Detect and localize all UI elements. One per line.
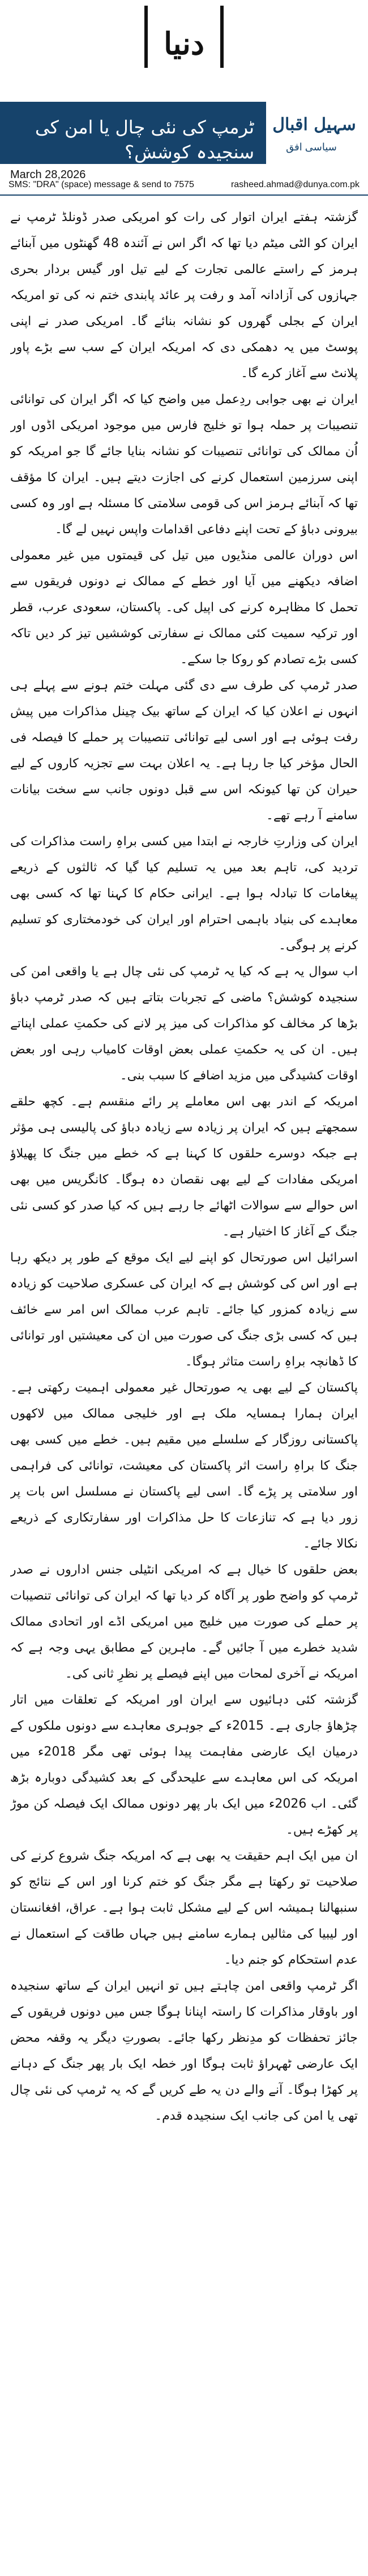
article-body xyxy=(10,205,358,2568)
article-paragraph: بعض حلقوں کا خیال ہے کہ امریکی انٹیلی جنس اداروں نے صدر ٹرمپ کو واضح طور پر آگاہ کر دیا تھا کہ ایران کی توانائی تنصیبات پر حملے کی صورت میں خلیج میں امریکی اڈے اور اتحادی ممالک شدید خطرے میں آ جائیں گے۔ ماہرین کے مطابق یہی وجہ ہے کہ امریکہ نے آخری لمحات میں اپنے فیصلے پر نظرِ ثانی کی۔ xyxy=(10,1563,358,1681)
article-paragraph: اگر ٹرمپ واقعی امن چاہتے ہیں تو انہیں ایران کے ساتھ سنجیدہ اور باوقار مذاکرات کا راستہ اپنانا ہوگا جس میں دونوں فریقوں کے جائز تحفظات کو مدِنظر رکھا جائے۔ بصورتِ دیگر یہ وقفہ محض ایک عارضی ٹھہراؤ ثابت ہوگا اور خطہ ایک بار پھر جنگ کے دہانے پر کھڑا ہوگا۔ آنے والے دن یہ طے کریں گے کہ یہ ٹرمپ کی نئی چال تھی یا امن کی جانب ایک سنجیدہ قدم۔ xyxy=(10,1979,358,2123)
article-paragraph: اب سوال یہ ہے کہ کیا یہ ٹرمپ کی نئی چال ہے یا واقعی امن کی سنجیدہ کوشش؟ ماضی کے تجربات بتاتے ہیں کہ صدر ٹرمپ دباؤ بڑھا کر مخالف کو مذاکرات کی میز پر لانے کی حکمتِ عملی اپناتے ہیں۔ ان کی یہ حکمتِ عملی بعض اوقات کامیاب رہی اور بعض اوقات کشیدگی میں مزید اضافے کا سبب بنی۔ xyxy=(10,965,358,1083)
author-email: rasheed.ahmad@dunya.com.pk xyxy=(230,180,360,189)
article-paragraph: امریکہ کے اندر بھی اس معاملے پر رائے منقسم ہے۔ کچھ حلقے سمجھتے ہیں کہ ایران پر زیادہ سے زیادہ دباؤ کی پالیسی ہی مؤثر ہے جبکہ دوسرے حلقوں کا کہنا ہے کہ خطے میں جنگ کا پھیلاؤ امریکی مفادات کے لیے بھی نقصان دہ ہوگا۔ کانگریس میں بھی اس حوالے سے سوالات اٹھائے جا رہے ہیں کہ کیا صدر کو کسی نئی جنگ کے آغاز کا اختیار ہے۔ xyxy=(10,1095,358,1239)
sms-line: SMS: "DRA" (space) message & send to 7575 xyxy=(8,180,194,189)
header-divider xyxy=(0,195,368,196)
article-date: March 28,2026 xyxy=(10,168,86,181)
article-title: ٹرمپ کی نئی چال یا امن کی سنجیدہ کوشش؟ xyxy=(35,116,254,163)
article-paragraph: ایران نے بھی جوابی ردِعمل میں واضح کیا کہ اگر ایران کی توانائی تنصیبات پر حملہ ہوا تو خلیج فارس میں موجود امریکی اڈوں اور اُن ممالک کی توانائی تنصیبات کو نشانہ بنایا جائے گا جو امریکہ کو اپنی سرزمین استعمال کرنے کی اجازت دیتے ہیں۔ ایران کا مؤقف تھا کہ آبنائے ہرمز اس کی قومی سلامتی کا مسئلہ ہے اور وہ کسی بیرونی دباؤ کے تحت اپنے دفاعی اقدامات واپس نہیں لے گا۔ xyxy=(10,392,358,537)
article-paragraph: اس دوران عالمی منڈیوں میں تیل کی قیمتوں میں غیر معمولی اضافہ دیکھنے میں آیا اور خطے کے ممالک نے دونوں فریقوں سے تحمل کا مظاہرہ کرنے کی اپیل کی۔ پاکستان، سعودی عرب، قطر اور ترکیہ سمیت کئی ممالک نے سفارتی کوششیں تیز کر دیں تاکہ کسی بڑے تصادم کو روکا جا سکے۔ xyxy=(10,548,358,667)
logo-right-bar xyxy=(220,6,224,68)
newspaper-masthead xyxy=(0,0,368,85)
logo-text: دنیا xyxy=(164,25,204,62)
article-paragraph: گزشتہ کئی دہائیوں سے ایران اور امریکہ کے تعلقات میں اتار چڑھاؤ جاری ہے۔ 2015ء کے جوہری معاہدے سے دونوں ملکوں کے درمیان ایک عارضی مفاہمت پیدا ہوئی تھی مگر 2018ء میں امریکہ کی اس معاہدے سے علیحدگی کے بعد کشیدگی دوبارہ بڑھ گئی۔ اب 2026ء میں ایک بار پھر دونوں ممالک ایک فیصلہ کن موڑ پر کھڑے ہیں۔ xyxy=(10,1693,358,1837)
article-paragraph: ان میں ایک اہم حقیقت یہ بھی ہے کہ امریکہ جنگ شروع کرنے کی صلاحیت تو رکھتا ہے مگر جنگ کو ختم کرنا اور اس کے نتائج کو سنبھالنا ہمیشہ اس کے لیے مشکل ثابت ہوا ہے۔ عراق، افغانستان اور لیبیا کی مثالیں ہمارے سامنے ہیں جہاں طاقت کے استعمال نے عدم استحکام کو جنم دیا۔ xyxy=(10,1849,358,1967)
column-label: سیاسی افق xyxy=(286,141,337,153)
headline-box xyxy=(0,102,266,164)
newspaper-logo xyxy=(144,6,224,79)
article-paragraph: پاکستان کے لیے بھی یہ صورتحال غیر معمولی اہمیت رکھتی ہے۔ ایران ہمارا ہمسایہ ملک ہے اور خلیجی ممالک میں لاکھوں پاکستانی روزگار کے سلسلے میں مقیم ہیں۔ خطے میں کسی بھی جنگ کا براہِ راست اثر پاکستان کی معیشت، توانائی کی فراہمی اور سلامتی پر پڑے گا۔ اسی لیے پاکستان نے مسلسل اس بات پر زور دیا ہے کہ تنازعات کا حل مذاکرات اور سفارتکاری کے ذریعے نکالا جائے۔ xyxy=(10,1381,358,1551)
author-name: سہیل اقبال xyxy=(272,115,356,135)
article-paragraph: گزشتہ ہفتے ایران اتوار کی رات کو امریکی صدر ڈونلڈ ٹرمپ نے ایران کو الٹی میٹم دیا تھا کہ اگر اس نے آئندہ 48 گھنٹوں میں آبنائے ہرمز کے راستے عالمی تجارت کے لیے تیل اور گیس بردار بحری جہازوں کی آزادانہ آمد و رفت پر عائد پابندی ختم نہ کی تو امریکہ ایران کے بجلی گھروں کو نشانہ بنائے گا۔ امریکی صدر نے اپنی پوسٹ میں یہ دھمکی دی کہ امریکہ ایران کے سب سے بڑے پاور پلانٹ سے آغاز کرے گا۔ xyxy=(10,210,358,381)
article-header xyxy=(0,95,368,195)
article-paragraph: صدر ٹرمپ کی طرف سے دی گئی مہلت ختم ہونے سے پہلے ہی انہوں نے اعلان کیا کہ ایران کے ساتھ بیک چینل مذاکرات میں پیش رفت ہوئی ہے اور اسی لیے توانائی تنصیبات پر حملے کا فیصلہ فی الحال مؤخر کیا جا رہا ہے۔ یہ اعلان بہت سے تجزیہ کاروں کے لیے حیران کن تھا کیونکہ اس سے قبل دونوں جانب سے سخت بیانات سامنے آ رہے تھے۔ xyxy=(10,678,358,823)
logo-left-bar xyxy=(144,6,148,68)
article-paragraph: اسرائیل اس صورتحال کو اپنے لیے ایک موقع کے طور پر دیکھ رہا ہے اور اس کی کوشش ہے کہ ایران کی عسکری صلاحیت کو زیادہ سے زیادہ کمزور کیا جائے۔ تاہم عرب ممالک اس امر سے خائف ہیں کہ کسی بڑی جنگ کی صورت میں ان کی معیشتیں اور توانائی کا ڈھانچہ براہِ راست متاثر ہوگا۔ xyxy=(10,1251,358,1369)
article-paragraph: ایران کی وزارتِ خارجہ نے ابتدا میں کسی براہِ راست مذاکرات کی تردید کی، تاہم بعد میں یہ تسلیم کیا گیا کہ ثالثوں کے ذریعے پیغامات کا تبادلہ ہوا ہے۔ ایرانی حکام کا کہنا تھا کہ کسی بھی معاہدے کی بنیاد باہمی احترام اور ایران کی خودمختاری کو تسلیم کرنے پر ہوگی۔ xyxy=(10,835,358,953)
